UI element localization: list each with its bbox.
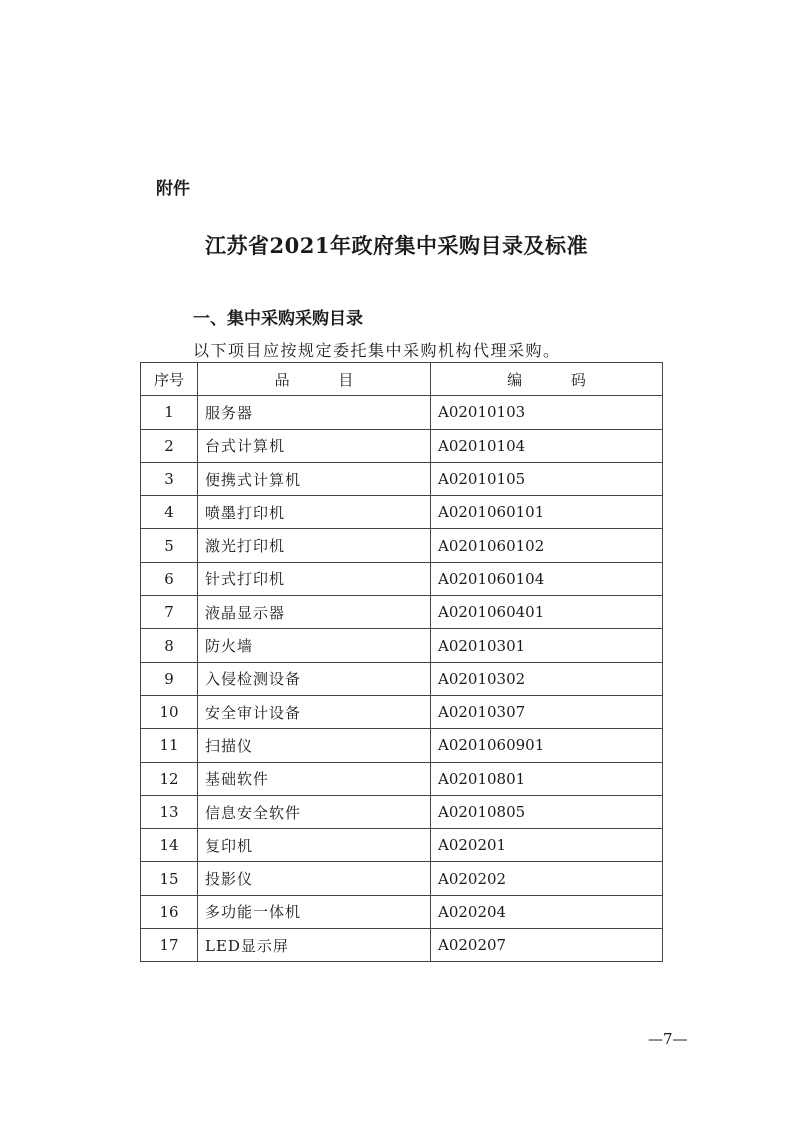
row-code: A0201060102 [431, 529, 663, 562]
intro-text: 以下项目应按规定委托集中采购机构代理采购。 [193, 341, 561, 360]
table-header-row [141, 363, 663, 396]
table-row [141, 462, 663, 495]
table-row [141, 895, 663, 928]
table-row [141, 662, 663, 695]
row-number: 2 [141, 429, 198, 462]
table-row [141, 762, 663, 795]
section-heading: 一、集中采购采购目录 [193, 309, 363, 329]
row-code: A02010307 [431, 695, 663, 728]
row-item: 喷墨打印机 [198, 496, 431, 529]
row-number: 8 [141, 629, 198, 662]
row-item: 针式打印机 [198, 562, 431, 595]
row-number: 12 [141, 762, 198, 795]
row-item: 基础软件 [198, 762, 431, 795]
row-item: 投影仪 [198, 862, 431, 895]
table-row [141, 629, 663, 662]
row-item: 服务器 [198, 396, 431, 429]
row-item: 入侵检测设备 [198, 662, 431, 695]
page-number: —7— [648, 1030, 688, 1048]
catalog-table [140, 362, 663, 962]
row-code: A02010805 [431, 795, 663, 828]
row-number: 9 [141, 662, 198, 695]
row-item: 台式计算机 [198, 429, 431, 462]
row-number: 5 [141, 529, 198, 562]
row-item: 液晶显示器 [198, 596, 431, 629]
row-item: 便携式计算机 [198, 462, 431, 495]
row-code: A02010301 [431, 629, 663, 662]
table-row [141, 529, 663, 562]
row-item: 防火墙 [198, 629, 431, 662]
row-code: A020204 [431, 895, 663, 928]
row-item: 信息安全软件 [198, 795, 431, 828]
row-item: 多功能一体机 [198, 895, 431, 928]
table-row [141, 562, 663, 595]
row-code: A0201060401 [431, 596, 663, 629]
row-code: A02010103 [431, 396, 663, 429]
table-row [141, 795, 663, 828]
row-number: 10 [141, 695, 198, 728]
row-code: A020207 [431, 929, 663, 962]
header-number: 序号 [141, 363, 198, 396]
row-item: 扫描仪 [198, 729, 431, 762]
row-number: 17 [141, 929, 198, 962]
row-code: A02010302 [431, 662, 663, 695]
table-row [141, 429, 663, 462]
row-code: A02010104 [431, 429, 663, 462]
attachment-label: 附件 [156, 179, 190, 199]
row-number: 3 [141, 462, 198, 495]
row-item: 激光打印机 [198, 529, 431, 562]
table-row [141, 695, 663, 728]
table-row [141, 496, 663, 529]
row-number: 4 [141, 496, 198, 529]
row-item: 复印机 [198, 829, 431, 862]
row-code: A0201060101 [431, 496, 663, 529]
row-number: 11 [141, 729, 198, 762]
row-number: 1 [141, 396, 198, 429]
header-code: 编 码 [431, 363, 663, 396]
row-number: 13 [141, 795, 198, 828]
row-item: LED显示屏 [198, 929, 431, 962]
table-row [141, 829, 663, 862]
document-title: 江苏省2021年政府集中采购目录及标准 [205, 233, 588, 258]
table-row [141, 596, 663, 629]
row-code: A0201060901 [431, 729, 663, 762]
header-item: 品 目 [198, 363, 431, 396]
row-number: 15 [141, 862, 198, 895]
table-row [141, 729, 663, 762]
row-code: A020202 [431, 862, 663, 895]
row-number: 16 [141, 895, 198, 928]
table-row [141, 929, 663, 962]
row-number: 7 [141, 596, 198, 629]
row-code: A0201060104 [431, 562, 663, 595]
table-row [141, 396, 663, 429]
table-row [141, 862, 663, 895]
row-number: 14 [141, 829, 198, 862]
row-item: 安全审计设备 [198, 695, 431, 728]
row-code: A02010105 [431, 462, 663, 495]
row-code: A02010801 [431, 762, 663, 795]
row-code: A020201 [431, 829, 663, 862]
row-number: 6 [141, 562, 198, 595]
